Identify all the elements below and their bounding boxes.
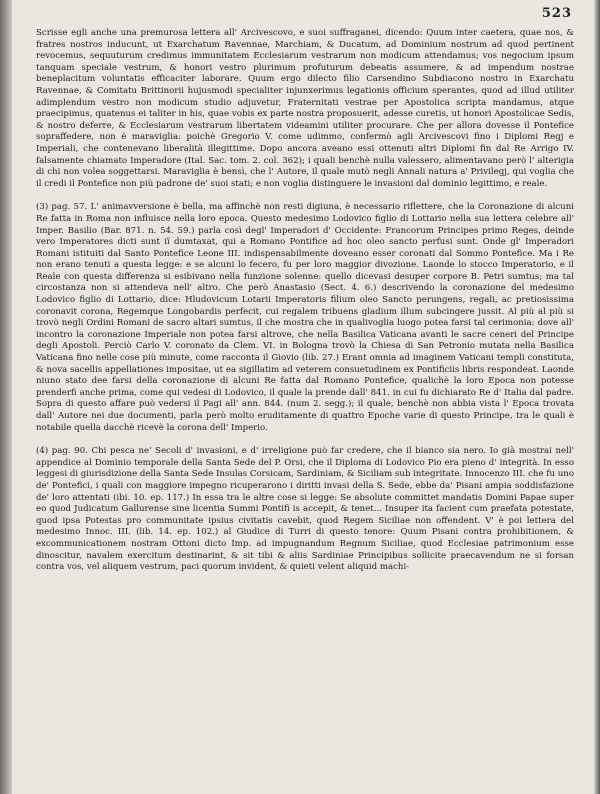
- paragraph-3: (4) pag. 90. Chi pesca ne' Secoli d' invasioni, e d' irreligione può far credere, che il bianco sia nero. Io già mostrai nell' appendice al Dominio temporale della Santa Sede del P. Orsi, che il Diploma di Lodovico Pio era pieno d' integrità. In esso leggesi di giurisdizione della Santa Sede Insulas Corsicam, Sardiniam, & Siciliam sub integritate. Innocenzo III. che fu uno de' Pontefici, i quali con maggiore impegno ricuperarono i diritti invasi della S. Sede, ebbe da' Pisani ampia soddisfazione de' loro attentati (ibi. 10. ep. 117.) In essa tra le altre cose si legge: Se absolute committet mandatis Domini Papae super eo quod Judicatum Gallurense sine licentia Summi Pontifi is accepit, & tenet... Insuper ita facient cum praefata potestate, quod ipsa Potestas pro communitate ipsius civitatis cavebit, quod Regem Siciliae non offendent. V' è poi lettera del medesimo Innoc. III. (lib. 14. ep. 102.) al Giudice di Turri di questo tenore: Quum Pisani contra prohibitionem, & excommunicationem nostram Ottoni dicto Imp. ad impugnandum Regnum Siciliae, quod Ecclesiae patrimonium esse dinoscitur, navalem exercitum destinarint, & sit tibi & aliis Sardiniae Principibus sollicite praecavendum ne si forsan contra vos, vel aliquem vestrum, paci quorum invident, & quieti velent aliquid machi-: [36, 446, 574, 573]
- paragraph-1: Scrisse egli anche una premurosa lettera all' Arcivescovo, e suoi suffraganei, dicendo: Quum inter caetera, quae nos, & fratres nostros inducunt, ut Exarchatum Ravennae, Marchiam, & Ducatum, ad Dominium nostrum ad quod pertinent revocemus, sequuturum credimus immunitatem Ecclesiarum vestrarum non modicum attendamus; vos negocium ipsum tanquam speciale vestrum, & honori vestro plurimum profuturum debeatis assumere, & ad impendum nostrae beneplacitum voluntatis efficaciter laborare. Quum ergo dilecto filio Carsendino Subdiacono nostro in Exarchatu Ravennae, & Comitatu Brittinorii hujusmodi specialiter injunxerimus legationis officium sperantes, quod ad illud utiliter adimplendum vestro non modicum studio adjuvetur, Fraternitati vestrae per Apostolica scripta mandamus, atque praecipimus, quatenus ei taliter in his, quae vobis ex parte nostra proposuerit, adesse curetis, ut honori Apostolicae Sedis, & nostro deferre, & Ecclesiarum vestrarum libertatem videamini utiliter procurare. Che per allora dovesse il Pontefice sopraffedere, non è maraviglia: poichè Gregorio V. come udimmo, confermò agli Arcivescovi fino i Diplomi Regj e Imperiali, che contenevano liberalità illegittime. Dopo ancora aveano essi ottenuti altri Diplomi fin dal Re Arrigo IV. falsamente chiamato Imperadore (Ital. Sac. tom. 2. col. 362); i quali benchè nulla valessero, alimentavano però l' alterigia di chi non volea soggettarsi. Maraviglia è bensì, che l' Autore, il quale mutò negli Annali natura a' Privilegj, qui voglia che il credi il Pontefice non più padrone de' suoi stati; e non voglia distinguere le invasioni dal dominio legittimo, e reale.: [36, 28, 574, 189]
- page-number: 523: [541, 6, 572, 21]
- paragraph-2: (3) pag. 57. L' animavversione è bella, ma affinchè non resti digiuna, è necessario riflettere, che la Coronazione di alcuni Re fatta in Roma non influisce nella loro epoca. Questo medesimo Lodovico figlio di Lottario nella sua lettera celebre all' Imper. Basilio (Bar. 871. n. 54. 59.) parla così degl' Imperadori d' Occidente: Francorum Principes primo Reges, deinde vero Imperatores dicti sunt iï dumtaxat, qui a Romano Pontifice ad hoc oleo sancto perfusi sunt. Onde gl' Imperadori Romani istituiti dal Santo Pontefice Leone III. indispensabilmente doveano esser coronati dal Sommo Pontefice. Ma i Re non erano tenuti a questa legge: e se alcuni lo fecero, fu per loro maggior divozione. Laonde lo stocco Imperatorio, e il Reale con questa differenza si esibivano nella funzione solenne: quello dicevasi desuper corpore B. Petri sumtus; ma tal circostanza non si attendeva nell' altro. Che però Anastasio (Sect. 4. 6.) descrivendo la coronazione del medesimo Lodovico figlio di Lottario, dice: Hludovicum Lotarii Imperatoris filium oleo Sancto perungens, regali, ac pretiosissima coronavit corona, Regemque Longobardis perfecit, cui regalem tribuens gladium illum subcingere jussit. Al più al più si trovò negli Ordini Romani de sacro altari sumtus, il che mostra che in qualivoglia luogo potea farsi tal cerimonia: dove all' incontro la coronazione Imperiale non potea farsi altrove, che nella Basilica Vaticana avanti le sacre ceneri del Principe degli Apostoli. Perciò Carlo V. coronato da Clem. VI. in Bologna trovò la Chiesa di San Petronio mutata nella Basilica Vaticana fino nelle cose più minute, come racconta il Giovio (lib. 27.) Erant omnia ad imaginem Vaticani templi constituta, & nova sacellis appellationes impositae, ut ea sigillatim ad veterem consuetudinem ex Pontificiis libris respondeat. Laonde niuno stato dee farsi della coronazione di alcuni Re fatta dal Romano Pontefice, qualichè la loro Epoca non potesse prenderfi anche prima, come qui vedesi di Lodovico, il quale la prende dall' 841. in cui fu dichiarato Re d' Italia dal padre. Sopra di questo affare può vedersi il Pagi all' ann. 844. (num 2. segg.); il quale, benchè non abbia vista l' Epoca trovata dall' Autore nei due documenti, parla però molto eruditamente di quattro Epoche varie di questo Principe, tra le quali è notabile quella dacchè ricevè la corona dell' Imperio.: [36, 202, 574, 433]
